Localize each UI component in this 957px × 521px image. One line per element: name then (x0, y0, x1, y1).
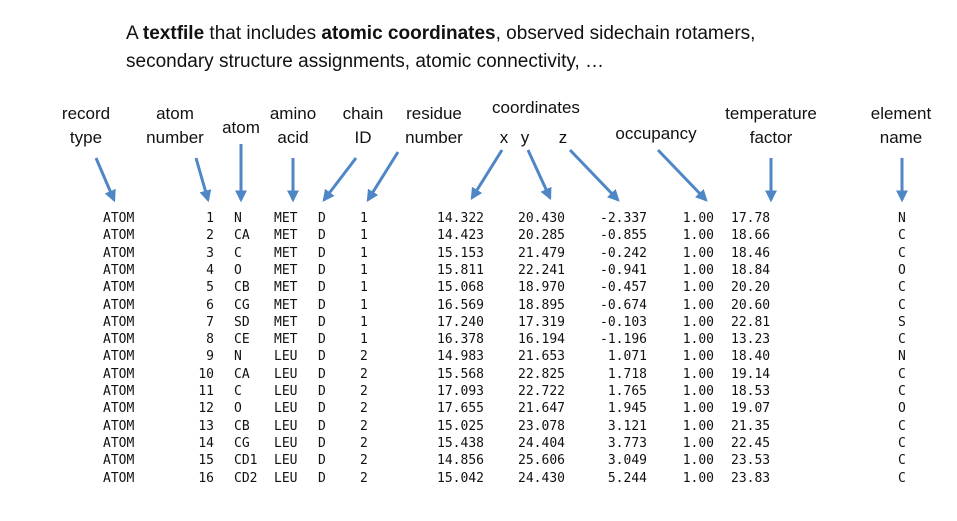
atom-name-cell: CE (234, 332, 250, 348)
atom-number-cell: 9 (206, 349, 214, 365)
z-coordinate-cell: 1.945 (607, 401, 647, 417)
amino-acid-cell: MET (274, 280, 298, 296)
pdb-record-row (0, 210, 957, 227)
element-name-cell: O (898, 401, 906, 417)
occupancy-cell: 1.00 (682, 297, 714, 313)
element-name-cell: S (898, 314, 906, 330)
arrow-z (570, 150, 618, 200)
occupancy-cell: 1.00 (682, 470, 714, 486)
x-coordinate-cell: 15.153 (437, 245, 484, 261)
header-line: number (405, 128, 463, 147)
atom-name-cell: C (234, 384, 242, 399)
y-coordinate-cell: 24.430 (518, 470, 565, 486)
residue-number-cell: 2 (360, 453, 368, 469)
y-coordinate-cell: 17.319 (518, 314, 565, 330)
intro-line-2: secondary structure assignments, atomic connectivity, … (126, 51, 605, 72)
chain-id-cell: D (318, 297, 326, 313)
residue-number-cell: 1 (360, 314, 368, 330)
record-type-cell: ATOM (103, 228, 135, 244)
x-coordinate-cell: 16.569 (437, 297, 484, 313)
temperature-factor-cell: 22.45 (731, 435, 771, 451)
header-line: temperature (725, 104, 817, 123)
amino-acid-cell: LEU (274, 401, 298, 417)
arrow-chain-id (324, 158, 356, 200)
element-name-cell: C (898, 332, 906, 348)
residue-number-cell: 2 (360, 366, 368, 382)
header-line: ID (354, 128, 372, 147)
amino-acid-cell: LEU (274, 453, 298, 469)
record-type-cell: ATOM (103, 453, 135, 469)
atom-number-cell: 15 (198, 453, 214, 469)
occupancy-cell: 1.00 (682, 314, 714, 330)
atom-name-cell: O (234, 262, 242, 278)
element-name-cell: C (898, 470, 906, 486)
y-coordinate-cell: 18.895 (518, 297, 565, 313)
element-name-cell: C (898, 280, 906, 296)
pdb-record-row (0, 366, 957, 383)
residue-number-cell: 1 (360, 280, 368, 296)
y-coordinate-cell: 21.647 (518, 401, 565, 417)
header-line: chain (342, 104, 384, 123)
temperature-factor-cell: 23.53 (731, 453, 771, 469)
z-coordinate-cell: 1.718 (607, 366, 647, 382)
atom-name-cell: CD1 (234, 453, 258, 469)
pdb-record-row (0, 314, 957, 331)
amino-acid-cell: LEU (274, 418, 298, 434)
temperature-factor-cell: 18.84 (731, 262, 771, 278)
pdb-record-row (0, 470, 957, 487)
header-line: coordinates (492, 98, 580, 117)
pdb-record-row (0, 245, 957, 262)
element-name-cell: C (898, 366, 906, 382)
z-coordinate-cell: 5.244 (607, 470, 647, 486)
amino-acid-cell: MET (274, 332, 298, 348)
y-coordinate-cell: 22.825 (518, 366, 565, 382)
residue-number-cell: 1 (360, 262, 368, 278)
amino-acid-cell: LEU (274, 366, 298, 382)
residue-number-cell: 1 (360, 332, 368, 348)
temperature-factor-cell: 21.35 (731, 418, 771, 434)
pdb-record-row (0, 435, 957, 452)
x-coordinate-cell: 17.093 (437, 384, 484, 399)
arrow-atom-number (196, 158, 208, 200)
occupancy-cell: 1.00 (682, 366, 714, 382)
z-coordinate-cell: -0.242 (600, 245, 647, 261)
x-coordinate-cell: 14.856 (437, 453, 484, 469)
temperature-factor-cell: 18.53 (731, 384, 771, 399)
atom-number-cell: 16 (198, 470, 214, 486)
arrow-occupancy (658, 150, 706, 200)
atom-number-cell: 7 (206, 314, 214, 330)
occupancy-cell: 1.00 (682, 401, 714, 417)
x-coordinate-cell: 17.240 (437, 314, 484, 330)
record-type-cell: ATOM (103, 349, 135, 365)
temperature-factor-cell: 18.46 (731, 245, 771, 261)
element-name-cell: O (898, 262, 906, 278)
x-coordinate-cell: 15.438 (437, 435, 484, 451)
y-coordinate-cell: 25.606 (518, 453, 565, 469)
occupancy-cell: 1.00 (682, 245, 714, 261)
element-name-cell: N (898, 349, 906, 365)
amino-acid-cell: LEU (274, 349, 298, 365)
record-type-cell: ATOM (103, 401, 135, 417)
occupancy-cell: 1.00 (682, 384, 714, 399)
chain-id-cell: D (318, 470, 326, 486)
atom-number-cell: 13 (198, 418, 214, 434)
arrow-x (472, 150, 502, 198)
z-coordinate-cell: -0.103 (600, 314, 647, 330)
residue-number-cell: 2 (360, 470, 368, 486)
amino-acid-cell: LEU (274, 470, 298, 486)
chain-id-cell: D (318, 245, 326, 261)
pdb-record-row (0, 279, 957, 296)
y-coordinate-cell: 23.078 (518, 418, 565, 434)
chain-id-cell: D (318, 366, 326, 382)
temperature-factor-cell: 17.78 (731, 211, 771, 226)
x-coordinate-cell: 14.983 (437, 349, 484, 365)
record-type-cell: ATOM (103, 262, 135, 278)
atom-number-cell: 8 (206, 332, 214, 348)
pdb-record-row (0, 383, 957, 400)
chain-id-cell: D (318, 314, 326, 330)
amino-acid-cell: MET (274, 262, 298, 278)
atom-number-cell: 12 (198, 401, 214, 417)
atom-name-cell: CA (234, 366, 250, 382)
record-type-cell: ATOM (103, 384, 135, 399)
atom-number-cell: 2 (206, 228, 214, 244)
occupancy-cell: 1.00 (682, 280, 714, 296)
pdb-record-row (0, 400, 957, 417)
pdb-record-row (0, 348, 957, 365)
z-coordinate-cell: -0.941 (600, 262, 647, 278)
atom-name-cell: C (234, 245, 242, 261)
atom-number-cell: 1 (206, 211, 214, 226)
header-line: z (558, 128, 568, 147)
y-coordinate-cell: 22.241 (518, 262, 565, 278)
occupancy-cell: 1.00 (682, 349, 714, 365)
chain-id-cell: D (318, 384, 326, 399)
z-coordinate-cell: 1.071 (607, 349, 647, 365)
atom-name-cell: O (234, 401, 242, 417)
element-name-cell: C (898, 418, 906, 434)
element-name-cell: N (898, 211, 906, 226)
record-type-cell: ATOM (103, 211, 135, 226)
z-coordinate-cell: -2.337 (600, 211, 647, 226)
residue-number-cell: 2 (360, 418, 368, 434)
record-type-cell: ATOM (103, 332, 135, 348)
z-coordinate-cell: 3.773 (607, 435, 647, 451)
chain-id-cell: D (318, 418, 326, 434)
temperature-factor-cell: 20.20 (731, 280, 771, 296)
occupancy-cell: 1.00 (682, 228, 714, 244)
occupancy-cell: 1.00 (682, 211, 714, 226)
z-coordinate-cell: 3.121 (607, 418, 647, 434)
z-coordinate-cell: -1.196 (600, 332, 647, 348)
element-name-cell: C (898, 297, 906, 313)
arrow-y (528, 150, 550, 198)
y-coordinate-cell: 20.430 (518, 211, 565, 226)
header-line: amino (269, 104, 317, 123)
intro-text-segment: A (126, 23, 143, 44)
header-line: acid (277, 128, 309, 147)
temperature-factor-cell: 20.60 (731, 297, 771, 313)
chain-id-cell: D (318, 211, 326, 226)
chain-id-cell: D (318, 349, 326, 365)
atom-name-cell: CA (234, 228, 250, 244)
atom-name-cell: CD2 (234, 470, 258, 486)
intro-bold-textfile: textfile (142, 23, 205, 44)
arrow-residue-number (368, 152, 398, 200)
y-coordinate-cell: 20.285 (518, 228, 565, 244)
x-coordinate-cell: 15.568 (437, 366, 484, 382)
x-coordinate-cell: 15.025 (437, 418, 484, 434)
header-line: atom (222, 118, 260, 137)
element-name-cell: C (898, 228, 906, 244)
header-line: atom (156, 104, 194, 123)
chain-id-cell: D (318, 453, 326, 469)
occupancy-cell: 1.00 (682, 453, 714, 469)
atom-name-cell: CB (234, 418, 250, 434)
z-coordinate-cell: -0.674 (600, 297, 647, 313)
atom-name-cell: N (234, 211, 242, 226)
atom-number-cell: 4 (206, 262, 214, 278)
intro-text-segment: that includes (204, 23, 322, 44)
header-line: name (879, 128, 923, 147)
element-name-cell: C (898, 245, 906, 261)
header-line: x (499, 128, 509, 147)
x-coordinate-cell: 14.423 (437, 228, 484, 244)
z-coordinate-cell: 1.765 (607, 384, 647, 399)
atom-name-cell: N (234, 349, 242, 365)
y-coordinate-cell: 24.404 (518, 435, 565, 451)
record-type-cell: ATOM (103, 366, 135, 382)
header-line: residue (406, 104, 462, 123)
pdb-record-row (0, 227, 957, 244)
occupancy-cell: 1.00 (682, 262, 714, 278)
chain-id-cell: D (318, 401, 326, 417)
residue-number-cell: 2 (360, 384, 368, 399)
header-line: y (520, 128, 530, 147)
chain-id-cell: D (318, 262, 326, 278)
temperature-factor-cell: 13.23 (731, 332, 771, 348)
record-type-cell: ATOM (103, 280, 135, 296)
pdb-record-row (0, 418, 957, 435)
atom-number-cell: 11 (198, 384, 214, 399)
y-coordinate-cell: 18.970 (518, 280, 565, 296)
temperature-factor-cell: 19.14 (731, 366, 771, 382)
header-line: type (69, 128, 103, 147)
atom-name-cell: CG (234, 297, 250, 313)
z-coordinate-cell: -0.457 (600, 280, 647, 296)
chain-id-cell: D (318, 332, 326, 348)
residue-number-cell: 2 (360, 401, 368, 417)
amino-acid-cell: MET (274, 314, 298, 330)
x-coordinate-cell: 15.068 (437, 280, 484, 296)
element-name-cell: C (898, 453, 906, 469)
x-coordinate-cell: 15.811 (437, 262, 484, 278)
x-coordinate-cell: 17.655 (437, 401, 484, 417)
amino-acid-cell: MET (274, 245, 298, 261)
temperature-factor-cell: 19.07 (731, 401, 771, 417)
amino-acid-cell: MET (274, 297, 298, 313)
header-line: number (146, 128, 204, 147)
pdb-record-row (0, 262, 957, 279)
atom-number-cell: 6 (206, 297, 214, 313)
header-line: element (870, 104, 932, 123)
atom-number-cell: 5 (206, 280, 214, 296)
residue-number-cell: 2 (360, 349, 368, 365)
x-coordinate-cell: 14.322 (437, 211, 484, 226)
record-type-cell: ATOM (103, 245, 135, 261)
residue-number-cell: 1 (360, 211, 368, 226)
header-line: occupancy (615, 124, 697, 143)
amino-acid-cell: LEU (274, 384, 298, 399)
record-type-cell: ATOM (103, 418, 135, 434)
temperature-factor-cell: 18.40 (731, 349, 771, 365)
intro-bold-atomic-coordinates: atomic coordinates (321, 23, 496, 44)
residue-number-cell: 1 (360, 228, 368, 244)
record-type-cell: ATOM (103, 470, 135, 486)
pdb-record-row (0, 452, 957, 469)
amino-acid-cell: MET (274, 211, 298, 226)
amino-acid-cell: LEU (274, 435, 298, 451)
intro-text-segment: , observed sidechain rotamers, (495, 23, 756, 44)
atom-name-cell: CG (234, 435, 250, 451)
y-coordinate-cell: 22.722 (518, 384, 565, 399)
record-type-cell: ATOM (103, 314, 135, 330)
x-coordinate-cell: 15.042 (437, 470, 484, 486)
temperature-factor-cell: 22.81 (731, 314, 771, 330)
amino-acid-cell: MET (274, 228, 298, 244)
y-coordinate-cell: 21.479 (518, 245, 565, 261)
pdb-record-row (0, 331, 957, 348)
atom-name-cell: SD (234, 314, 250, 330)
element-name-cell: C (898, 384, 906, 399)
residue-number-cell: 2 (360, 435, 368, 451)
temperature-factor-cell: 23.83 (731, 470, 771, 486)
y-coordinate-cell: 16.194 (518, 332, 565, 348)
z-coordinate-cell: -0.855 (600, 228, 647, 244)
occupancy-cell: 1.00 (682, 332, 714, 348)
atom-number-cell: 10 (198, 366, 214, 382)
occupancy-cell: 1.00 (682, 435, 714, 451)
x-coordinate-cell: 16.378 (437, 332, 484, 348)
pdb-record-row (0, 297, 957, 314)
chain-id-cell: D (318, 280, 326, 296)
element-name-cell: C (898, 435, 906, 451)
occupancy-cell: 1.00 (682, 418, 714, 434)
z-coordinate-cell: 3.049 (607, 453, 647, 469)
atom-name-cell: CB (234, 280, 250, 296)
header-line: factor (749, 128, 793, 147)
record-type-cell: ATOM (103, 435, 135, 451)
atom-number-cell: 3 (206, 245, 214, 261)
temperature-factor-cell: 18.66 (731, 228, 771, 244)
residue-number-cell: 1 (360, 297, 368, 313)
residue-number-cell: 1 (360, 245, 368, 261)
record-type-cell: ATOM (103, 297, 135, 313)
y-coordinate-cell: 21.653 (518, 349, 565, 365)
arrow-record-type (96, 158, 114, 200)
chain-id-cell: D (318, 228, 326, 244)
header-line: record (61, 104, 111, 123)
chain-id-cell: D (318, 435, 326, 451)
atom-number-cell: 14 (198, 435, 214, 451)
